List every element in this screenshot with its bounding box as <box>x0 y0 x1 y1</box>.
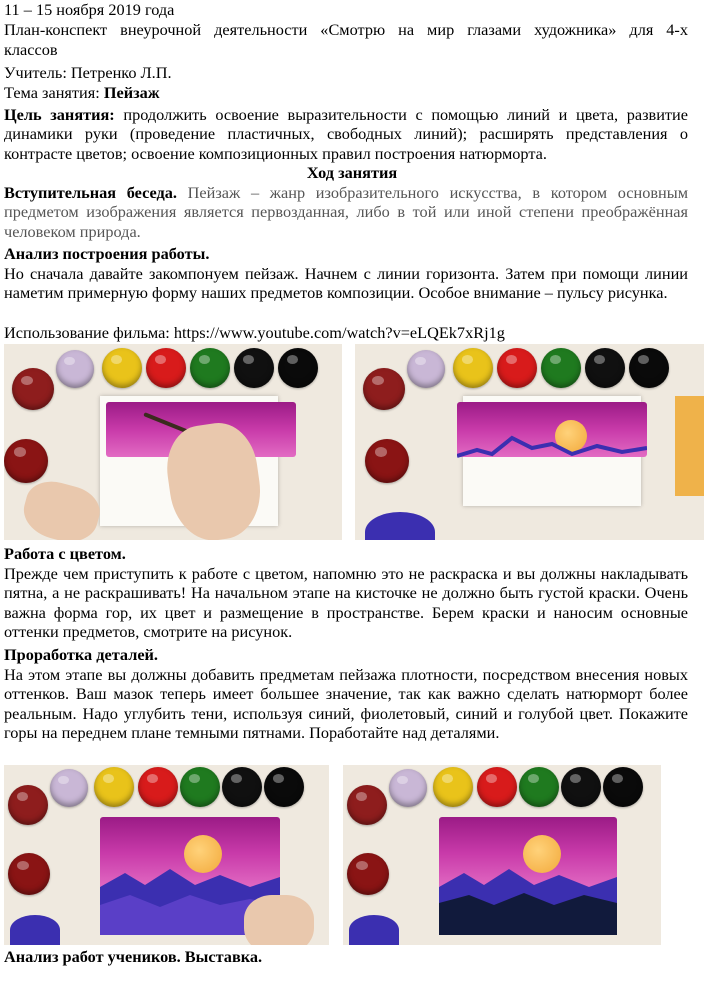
film-link[interactable]: Использование фильма: https://www.youtube.com/watch?v=eLQEk7xRj1g <box>4 323 505 342</box>
analysis-heading-text: Анализ построения работы. <box>4 244 210 263</box>
goal-text: продолжить освоение выразительности с помощью линий и цвета, развитие динамики руки (проведение пластичных, свободных линий); расширять представления о контрасте цветов; освоение композиционных правил построения натюрморта. <box>4 105 688 163</box>
painting-photo-2 <box>355 344 704 540</box>
date-line: 11 – 15 ноября 2019 года <box>4 0 175 19</box>
paint-jar-yellow <box>102 348 142 388</box>
paint-jar-black-2 <box>278 348 318 388</box>
intro-label: Вступительная беседа. <box>4 183 177 202</box>
goal-paragraph <box>4 105 688 163</box>
course-heading-text: Ход занятия <box>306 163 398 182</box>
intro-text: Пейзаж – жанр изобразительного искусства, в котором основным предметом изображения является первозданная, либо в той или иной степени преображённая человеком природа. <box>4 183 689 241</box>
paint-jar-lilac <box>56 350 94 388</box>
analysis-text: Но сначала давайте закомпонуем пейзаж. Начнем с линии горизонта. Затем при помощи линии наметим примерную форму наших предметов композиции. Особое внимание – пульсу рисунка. <box>4 264 688 303</box>
plan-title-line2: классов <box>4 40 58 59</box>
color-work-text: Прежде чем приступить к работе с цветом, напомню это не раскраска и вы должны накладывать пятна, а не раскрашивать! На начальном этапе на кисточке не должно быть густой краски. Очень важна форма гор, их цвет и размещение в пространстве. Берем краски и наносим основные оттенки предметов, смотрите на рисунок. <box>4 564 688 642</box>
final-heading <box>4 947 688 966</box>
goal-label: Цель занятия: <box>4 105 115 124</box>
teacher-line: Учитель: Петренко Л.П. <box>4 63 172 82</box>
details-text: На этом этапе вы должны добавить предметам пейзажа плотности, посредством внесения новых оттенков. Ваш мазок теперь имеет большее значение, так как важно сделать натюрморт более реальным. Надо углубить тени, используя синий, фиолетовый, синий и голубой цвет. Покажите горы на переднем плане темными пятнами. Поработайте над деталями. <box>4 665 688 743</box>
topic-line <box>4 83 688 102</box>
paint-jar-black <box>234 348 274 388</box>
topic-value: Пейзаж <box>103 83 160 102</box>
analysis-heading <box>4 244 688 263</box>
painting-photo-3 <box>4 765 329 945</box>
painting-photo-1 <box>4 344 342 540</box>
painting-photo-4 <box>343 765 661 945</box>
intro-paragraph <box>4 183 688 241</box>
final-heading-text: Анализ работ учеников. Выставка. <box>4 947 263 966</box>
details-heading-text: Проработка деталей. <box>4 645 159 664</box>
color-work-heading-text: Работа с цветом. <box>4 544 126 563</box>
dark-mountains <box>439 865 617 935</box>
paint-jar-green <box>190 348 230 388</box>
mountain-outline <box>457 424 647 464</box>
course-heading <box>10 163 694 182</box>
plan-title-line1: План-конспект внеурочной деятельности «Смотрю на мир глазами художника» для 4-х <box>4 20 688 39</box>
details-heading <box>4 645 688 664</box>
topic-label: Тема занятия: <box>4 83 104 102</box>
color-work-heading <box>4 544 688 563</box>
paint-jar-red <box>146 348 186 388</box>
